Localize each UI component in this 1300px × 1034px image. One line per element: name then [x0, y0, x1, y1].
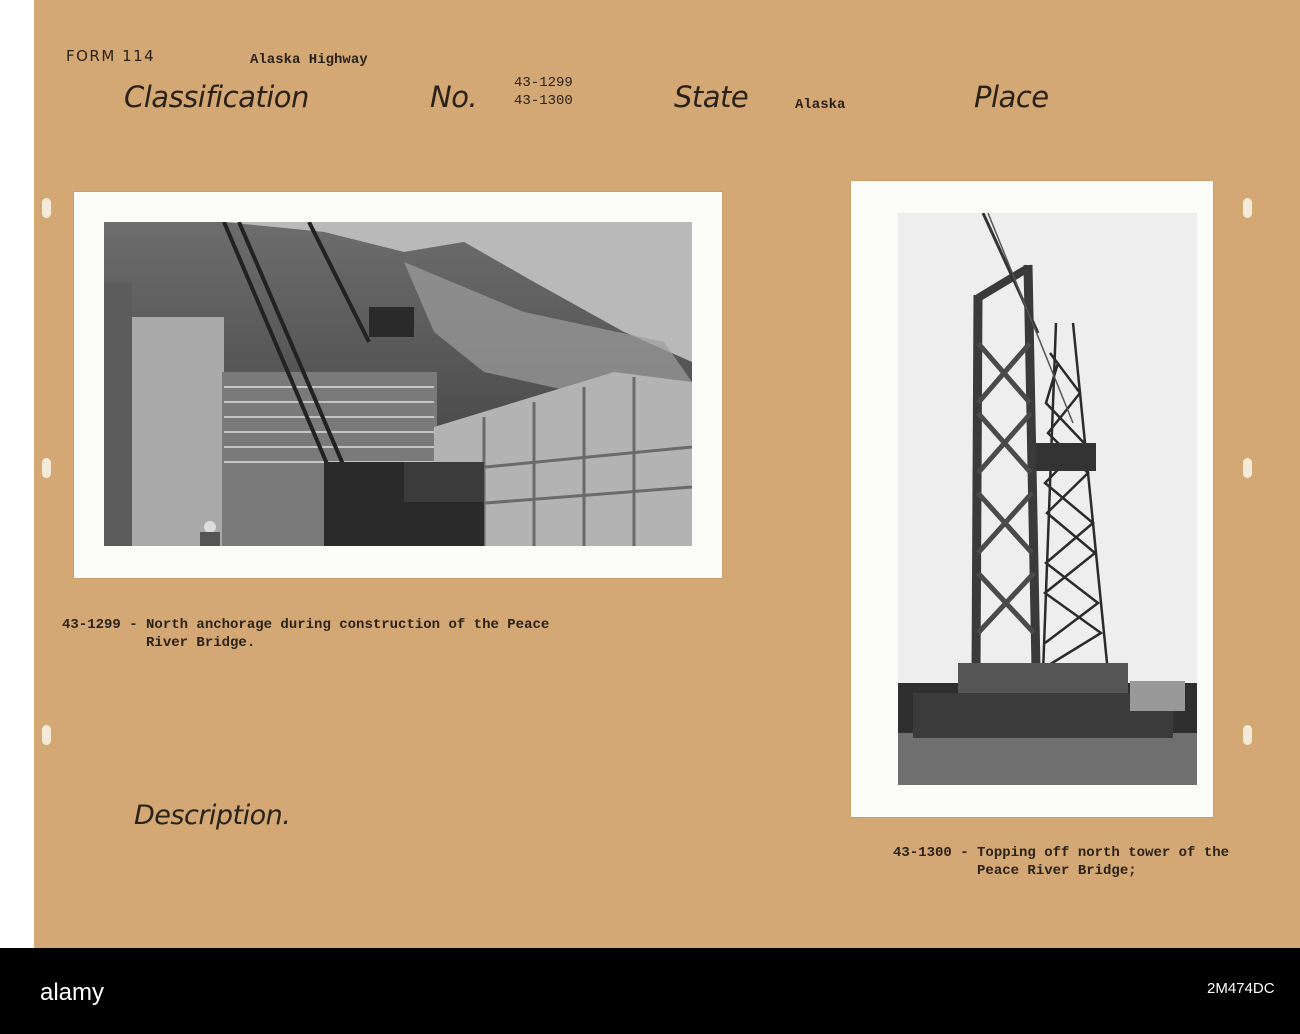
punch-hole: [42, 198, 51, 218]
record-number-2: 43-1300: [514, 93, 573, 109]
caption-anchorage-line2: River Bridge.: [62, 635, 256, 651]
state-label: State: [674, 80, 749, 114]
project-name: Alaska Highway: [250, 52, 368, 68]
description-label: Description.: [134, 800, 291, 831]
state-value: Alaska: [795, 97, 846, 113]
tower-photo: [898, 213, 1197, 785]
classification-label: Classification: [124, 80, 309, 114]
punch-hole: [1243, 725, 1252, 745]
record-number-1: 43-1299: [514, 75, 573, 91]
place-label: Place: [974, 80, 1049, 114]
photo-print-anchorage: [74, 192, 722, 578]
anchorage-photo: [104, 222, 692, 546]
form-number: FORM 114: [66, 47, 156, 65]
photo-print-tower: [851, 181, 1213, 817]
caption-tower-line2: Peace River Bridge;: [893, 863, 1137, 879]
caption-tower-line1: 43-1300 - Topping off north tower of the: [893, 845, 1230, 861]
punch-hole: [1243, 458, 1252, 478]
svg-text:alamy: alamy: [40, 979, 105, 1006]
alamy-logo: [38, 968, 110, 1016]
caption-anchorage-line1: 43-1299 - North anchorage during construction of the Peace: [62, 617, 550, 633]
image-id: 2M474DC: [1207, 980, 1275, 997]
punch-hole: [42, 725, 51, 745]
punch-hole: [1243, 198, 1252, 218]
punch-hole: [42, 458, 51, 478]
footer-bar: [0, 948, 1300, 1034]
number-label: No.: [430, 80, 478, 114]
